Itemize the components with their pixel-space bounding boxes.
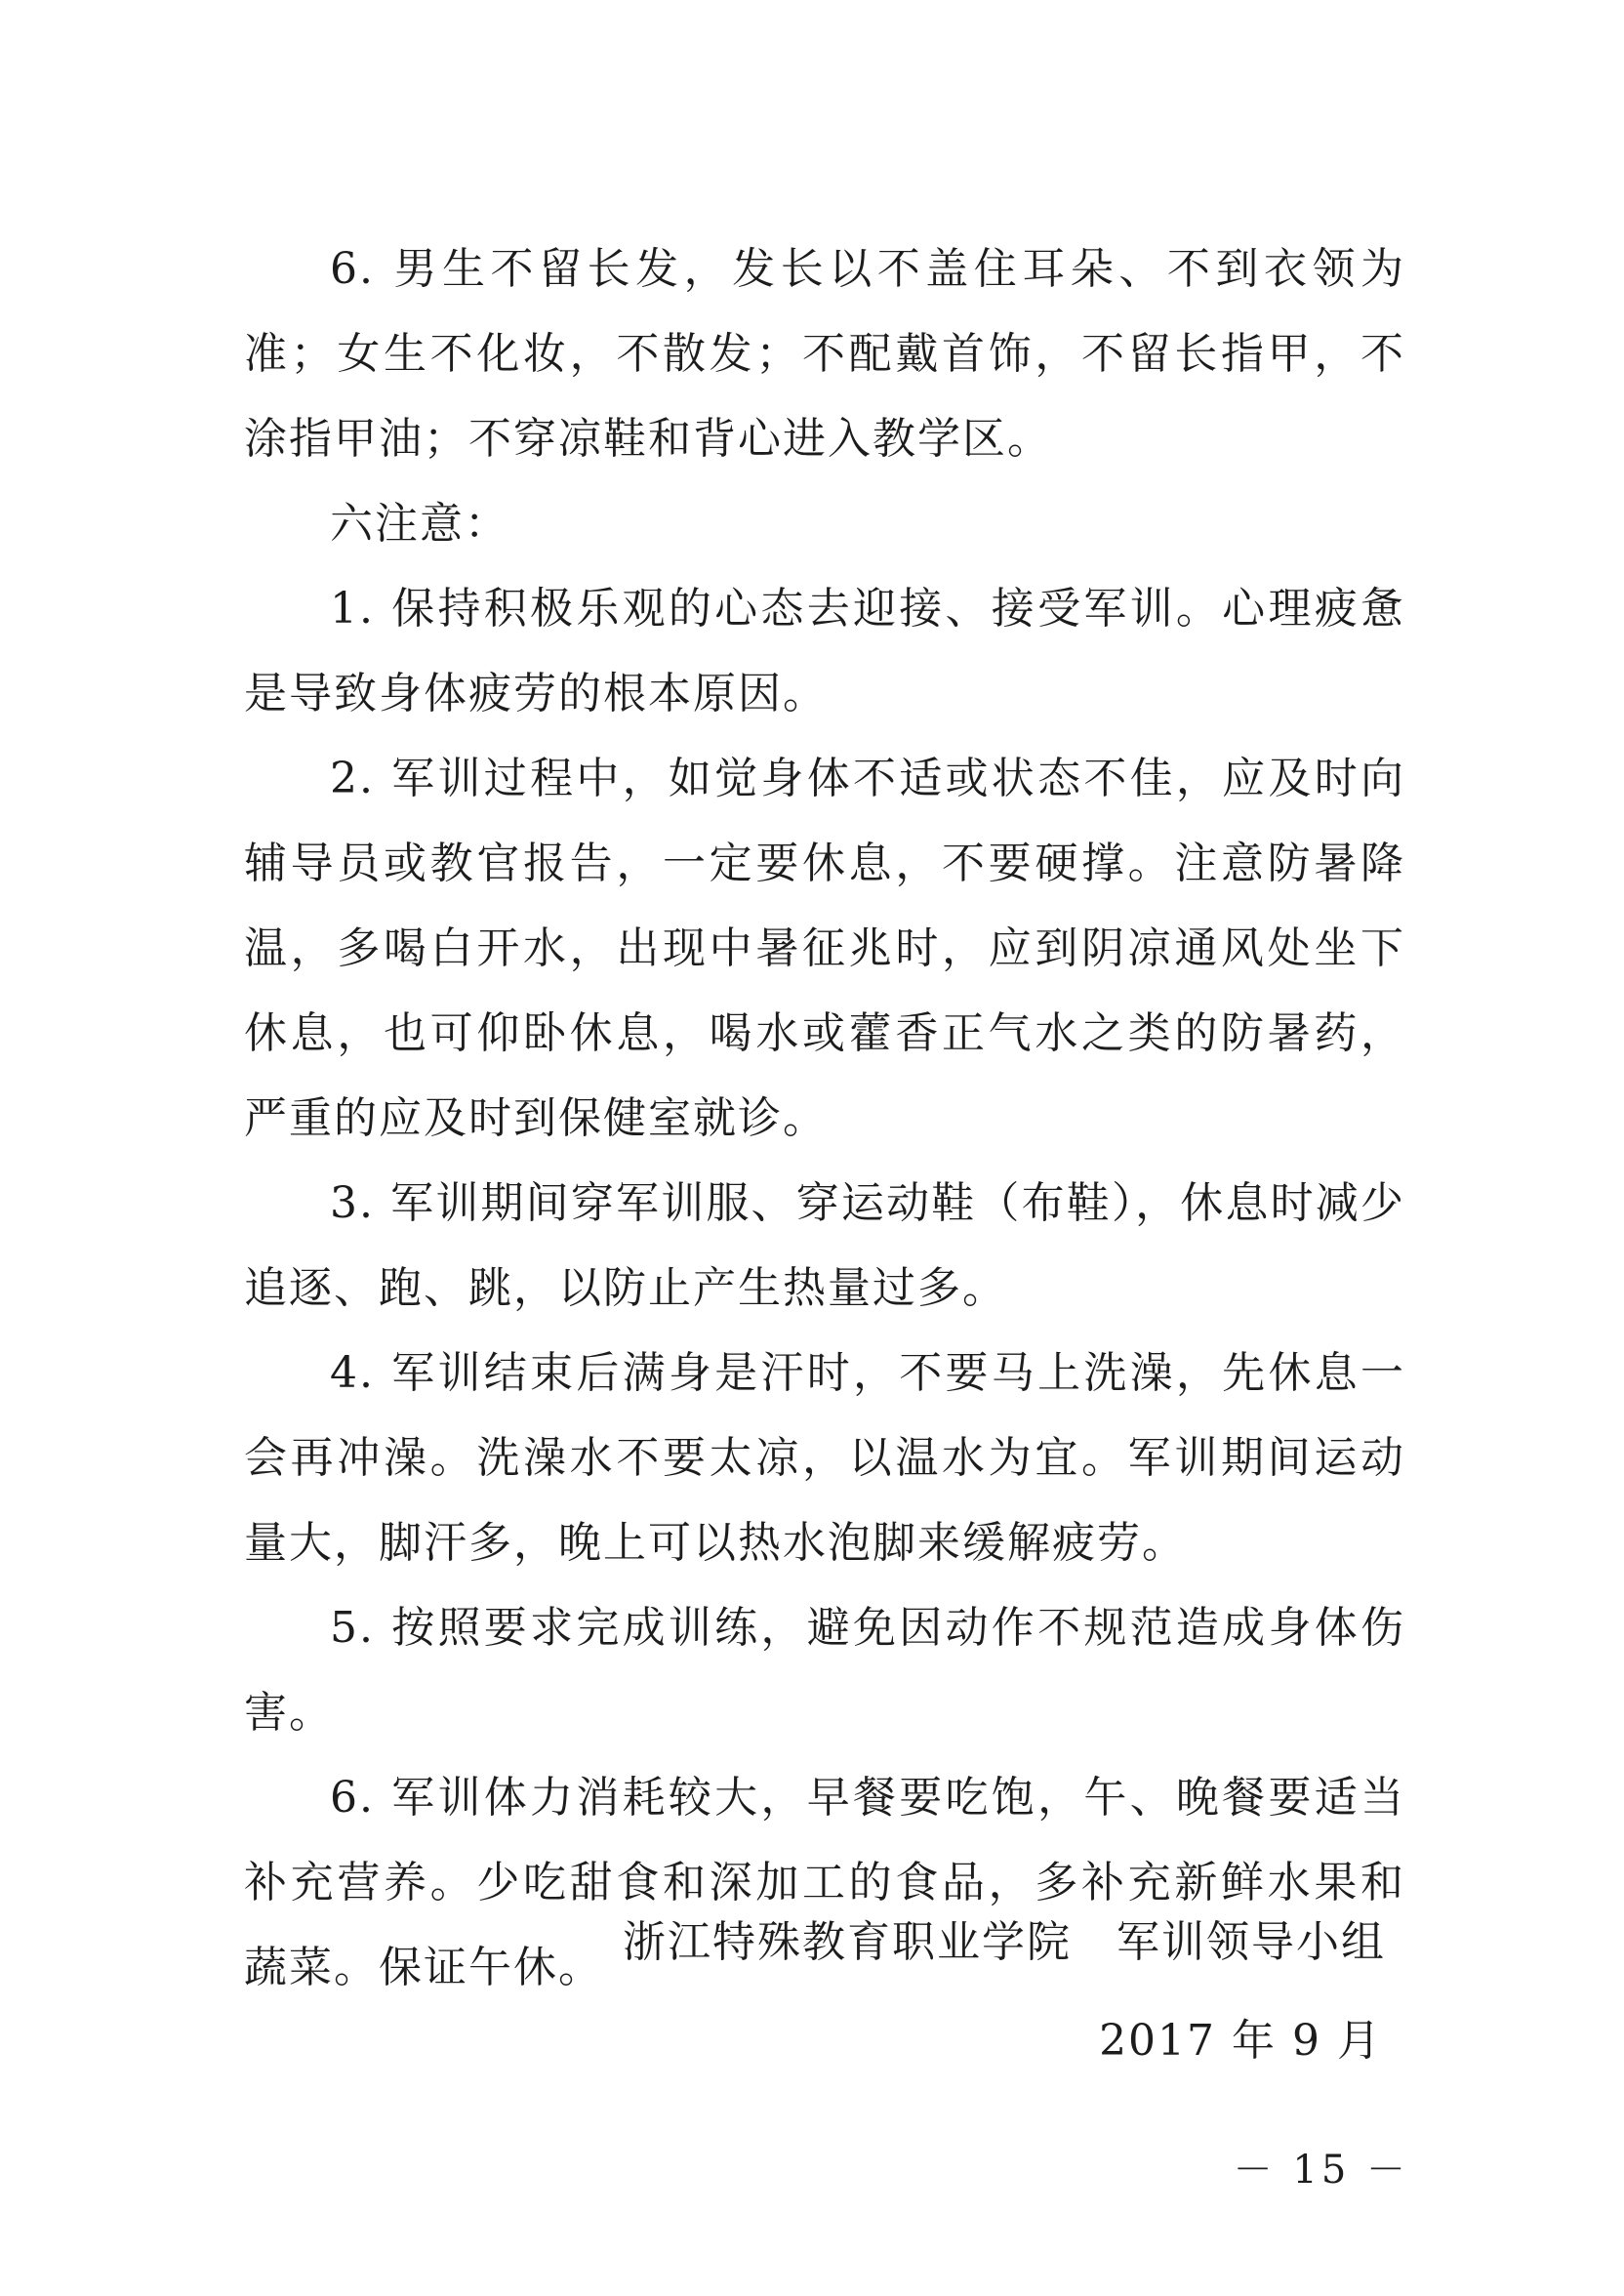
caution-item-6: 6. 军训体力消耗较大，早餐要吃饱，午、晚餐要适当补充营养。少吃甜食和深加工的食品，多补充新鲜水果和蔬菜。保证午休。 <box>244 1773 1405 1992</box>
caution-item-1: 1. 保持积极乐观的心态去迎接、接受军训。心理疲惫是导致身体疲劳的根本原因。 <box>244 584 1405 718</box>
document-body <box>244 226 1405 2010</box>
signature-organization: 浙江特殊教育职业学院 军训领导小组 <box>623 1917 1386 1967</box>
rule-item-6-appearance: 6. 男生不留长发，发长以不盖住耳朵、不到衣领为准；女生不化妆，不散发；不配戴首饰，不留长指甲，不涂指甲油；不穿凉鞋和背心进入教学区。 <box>244 244 1405 464</box>
caution-item-5: 5. 按照要求完成训练，避免因动作不规范造成身体伤害。 <box>244 1603 1405 1738</box>
caution-item-3: 3. 军训期间穿军训服、穿运动鞋（布鞋），休息时减少追逐、跑、跳，以防止产生热量过多。 <box>244 1178 1405 1313</box>
section-heading-cautions: 六注意： <box>330 499 509 549</box>
caution-item-2: 2. 军训过程中，如觉身体不适或状态不佳，应及时向辅导员或教官报告，一定要休息，不要硬撑。注意防暑降温，多喝白开水，出现中暑征兆时，应到阴凉通风处坐下休息，也可仰卧休息，喝水或藿香正气水之类的防暑药，严重的应及时到保健室就诊。 <box>244 754 1405 1143</box>
caution-item-4: 4. 军训结束后满身是汗时，不要马上洗澡，先休息一会再冲澡。洗澡水不要太凉，以温水为宜。军训期间运动量大，脚汗多，晚上可以热水泡脚来缓解疲劳。 <box>244 1348 1405 1568</box>
signature-date: 2017 年 9 月 <box>1099 2016 1382 2066</box>
page-number: － 15 － <box>1233 2148 1409 2193</box>
